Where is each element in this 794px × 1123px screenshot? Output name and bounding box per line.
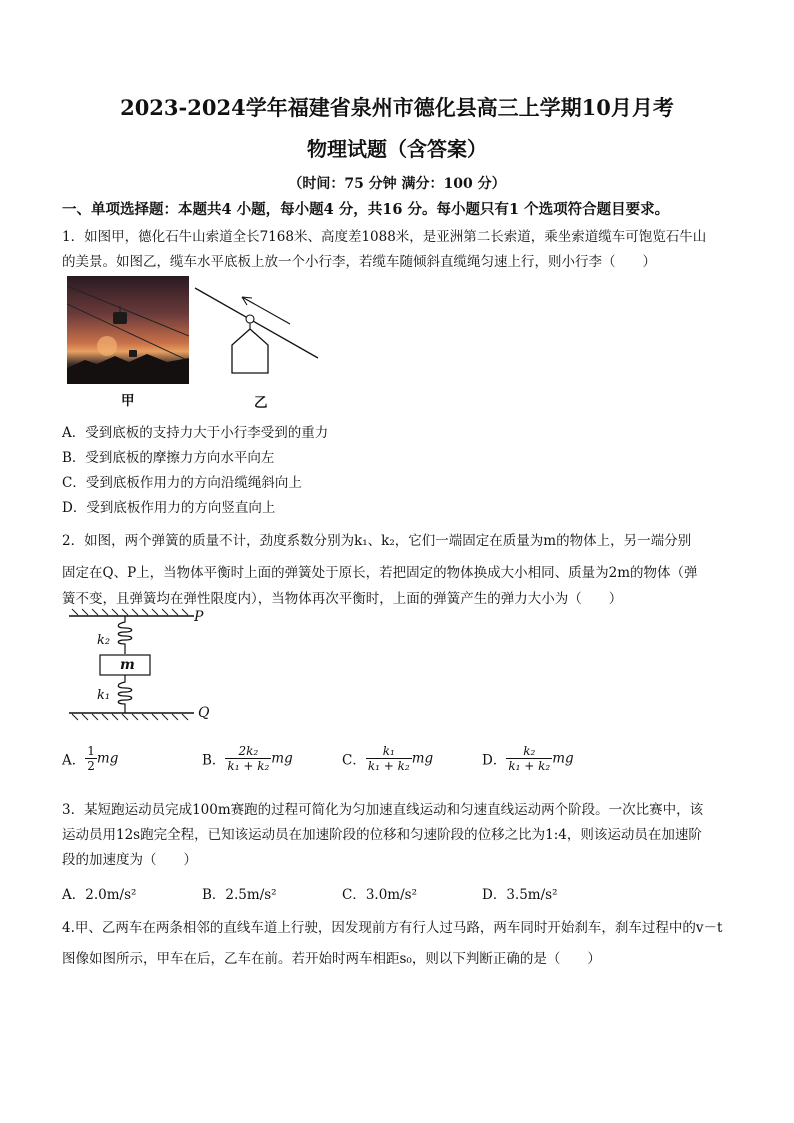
q2-option-a-letter: A． xyxy=(62,752,86,769)
section-heading: 一、单项选择题：本题共4 小题，每小题4 分，共16 分。每小题只有1 个选项符合题目要求。 xyxy=(62,201,670,218)
q3-option-c: C．3.0m/s² xyxy=(342,887,417,903)
q2-option-b-letter: B． xyxy=(202,752,226,769)
q2-line1: 2．如图，两个弹簧的质量不计，劲度系数分别为k₁、k₂，它们一端固定在质量为m的物体上，另一端分别 xyxy=(62,533,692,549)
page-subtitle: 物理试题（含答案） xyxy=(307,137,487,161)
label-mass: m xyxy=(120,657,135,673)
q2-option-b-mg: mg xyxy=(271,750,293,767)
q2-option-b-fraction xyxy=(225,744,271,773)
label-k1: k₁ xyxy=(97,688,111,703)
time-score-info: （时间：75 分钟 满分：100 分） xyxy=(288,176,506,192)
q1-option-a: A．受到底板的支持力大于小行李受到的重力 xyxy=(62,425,329,441)
q2-option-c-letter: C． xyxy=(342,752,366,769)
q2-option-d-den: k₁ + k₂ xyxy=(508,759,551,773)
q2-option-c xyxy=(342,744,433,773)
q2-option-c-mg: mg xyxy=(411,750,434,767)
label-q: Q xyxy=(198,705,210,721)
cable-car-photo-illustration xyxy=(67,276,189,384)
q2-option-a-fraction xyxy=(85,744,97,773)
q1-line1: 1．如图甲，德化石牛山索道全长7168米、高度差1088米，是亚洲第二长索道，乘坐索道缆车可饱览石牛山 xyxy=(62,229,707,245)
label-k2: k₂ xyxy=(97,633,111,648)
q3-line3: 段的加速度为（ ） xyxy=(62,852,197,868)
q2-option-d xyxy=(482,744,574,773)
q2-option-c-fraction xyxy=(366,744,412,773)
q2-option-d-letter: D． xyxy=(482,752,507,769)
label-p: P xyxy=(194,609,204,625)
cable-car-diagram xyxy=(192,283,322,383)
q1-option-c: C．受到底板作用力的方向沿缆绳斜向上 xyxy=(62,475,302,491)
q2-option-a xyxy=(62,744,118,773)
q2-option-d-num: k₂ xyxy=(506,744,552,759)
q2-line3: 簧不变，且弹簧均在弹性限度内），当物体再次平衡时，上面的弹簧产生的弹力大小为（ ） xyxy=(62,591,623,607)
q2-line2: 固定在Q、P上，当物体平衡时上面的弹簧处于原长，若把固定的物体换成大小相同、质量为2m的物体（弹 xyxy=(62,565,698,581)
cable-car-photo xyxy=(67,276,189,384)
q3-option-b: B．2.5m/s² xyxy=(202,887,277,903)
q2-option-c-num: k₁ xyxy=(366,744,412,759)
q3-line1: 3．某短跑运动员完成100m赛跑的过程可简化为匀加速直线运动和匀速直线运动两个阶段。一次比赛中，该 xyxy=(62,802,704,818)
q2-option-c-den: k₁ + k₂ xyxy=(367,759,410,773)
q2-option-b-den: k₁ + k₂ xyxy=(227,759,270,773)
q2-option-a-mg: mg xyxy=(96,750,119,767)
q4-line2: 图像如图所示，甲车在后，乙车在前。若开始时两车相距s₀，则以下判断正确的是（ ） xyxy=(62,951,601,967)
q1-line2: 的美景。如图乙，缆车水平底板上放一个小行李，若缆车随倾斜直缆绳匀速上行，则小行李（ ） xyxy=(62,254,656,270)
figure-caption-jia: 甲 xyxy=(121,393,135,409)
q2-option-b xyxy=(202,744,293,773)
q3-option-a: A．2.0m/s² xyxy=(62,887,137,903)
q3-option-d: D．3.5m/s² xyxy=(482,887,558,903)
q1-option-b: B．受到底板的摩擦力方向水平向左 xyxy=(62,450,275,466)
page-title: 2023-2024学年福建省泉州市德化县高三上学期10月月考 xyxy=(120,95,674,120)
q2-option-a-num: 1 xyxy=(87,744,95,758)
q1-option-d: D．受到底板作用力的方向竖直向上 xyxy=(62,500,276,516)
q2-option-a-den: 2 xyxy=(87,759,95,773)
q2-option-b-num: 2k₂ xyxy=(225,744,271,759)
q4-line1: 4.甲、乙两车在两条相邻的直线车道上行驶，因发现前方有行人过马路，两车同时开始刹车，刹车过程中的v－t xyxy=(62,920,723,936)
figure-caption-yi: 乙 xyxy=(254,395,268,411)
q2-option-d-fraction xyxy=(506,744,552,773)
q2-option-d-mg: mg xyxy=(552,750,574,767)
q3-line2: 运动员用12s跑完全程，已知该运动员在加速阶段的位移和匀速阶段的位移之比为1:4，则该运动员在加速阶 xyxy=(62,827,702,843)
